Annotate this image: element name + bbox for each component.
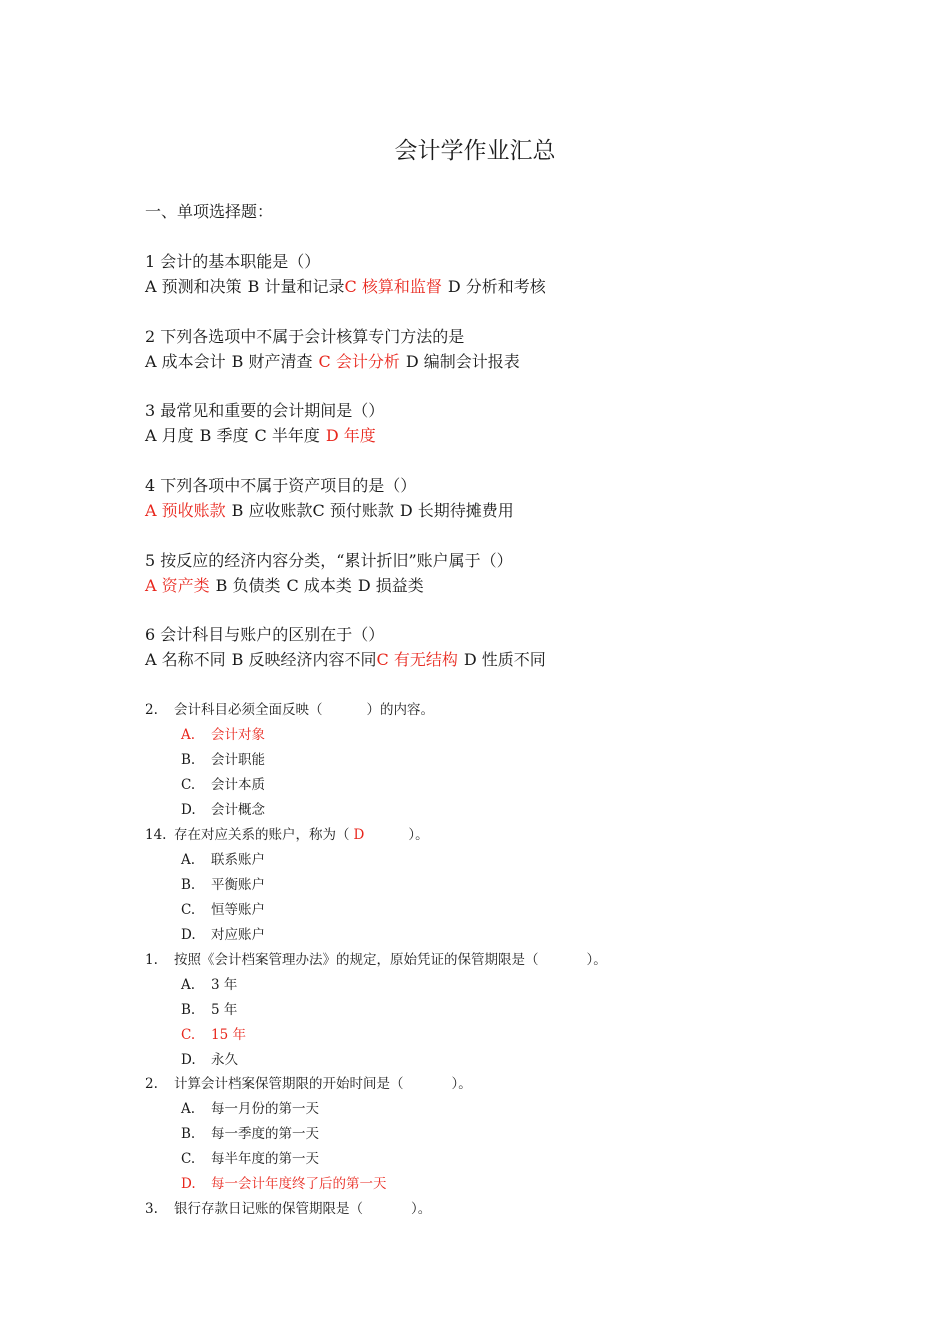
subquestion-stem-end: ）的内容。	[366, 702, 434, 718]
question-5-stem: 5 按反应的经济内容分类，“累计折旧”账户属于（）	[145, 551, 513, 570]
subquestion-1	[145, 699, 434, 721]
subquestion-2-option-d: D. 对应账户	[181, 927, 265, 943]
subquestion-stem-start: 会计科目必须全面反映（	[174, 702, 323, 718]
option-a: A 预测和决策	[145, 277, 242, 296]
subquestion-5	[145, 1198, 431, 1220]
option-d: D 编制会计报表	[405, 352, 520, 371]
subquestion-4-option-d-answer: D. 每一会计年度终了后的第一天	[181, 1176, 387, 1192]
option-d-answer: D 年度	[325, 426, 376, 445]
subquestion-4-option-a: A. 每一月份的第一天	[181, 1101, 319, 1117]
subquestion-stem-start: 按照《会计档案管理办法》的规定，原始凭证的保管期限是（	[174, 952, 539, 968]
option-c-answer: C 有无结构	[376, 650, 458, 669]
subquestion-stem-end: ）。	[451, 1076, 472, 1092]
option-d: D 分析和考核	[447, 277, 546, 296]
subquestion-number: 2.	[145, 702, 158, 718]
subquestion-stem-end: ）。	[411, 1201, 432, 1217]
option-b: B 计量和记录	[247, 277, 345, 296]
subquestion-number: 14.	[145, 827, 167, 843]
option-c: C 成本类	[286, 576, 352, 595]
subquestion-1-option-a-answer: A. 会计对象	[181, 727, 265, 743]
subquestion-stem-start: 存在对应关系的账户，称为（	[174, 827, 350, 843]
section-heading: 一、单项选择题：	[145, 202, 274, 221]
option-c: C 半年度	[254, 426, 320, 445]
subquestion-number: 1.	[145, 952, 158, 968]
subquestion-1-option-b: B. 会计职能	[181, 752, 265, 768]
option-c: C 预付账款	[312, 501, 394, 520]
page-title: 会计学作业汇总	[394, 138, 556, 164]
question-5-options	[145, 574, 424, 598]
option-a: A 名称不同	[145, 650, 226, 669]
question-4-options	[145, 499, 514, 523]
subquestion-1-option-d: D. 会计概念	[181, 802, 265, 818]
subquestion-stem-start: 计算会计档案保管期限的开始时间是（	[174, 1076, 404, 1092]
option-b: B 负债类	[215, 576, 281, 595]
question-1-options	[145, 275, 546, 299]
subquestion-answer: D	[353, 827, 365, 843]
subquestion-4-option-b: B. 每一季度的第一天	[181, 1126, 319, 1142]
subquestion-2-option-a: A. 联系账户	[181, 852, 265, 868]
question-4-stem: 4 下列各项中不属于资产项目的是（）	[145, 476, 417, 495]
subquestion-1-option-c: C. 会计本质	[181, 777, 265, 793]
option-a-answer: A 预收账款	[145, 501, 226, 520]
option-b: B 应收账款	[231, 501, 313, 520]
subquestion-2	[145, 824, 429, 846]
option-d: D 损益类	[357, 576, 424, 595]
subquestion-number: 3.	[145, 1201, 158, 1217]
question-3-stem: 3 最常见和重要的会计期间是（）	[145, 401, 385, 420]
subquestion-stem-end: ）。	[586, 952, 607, 968]
question-3-options	[145, 424, 376, 448]
subquestion-3-option-d: D. 永久	[181, 1052, 238, 1068]
subquestion-4	[145, 1073, 472, 1095]
option-d: D 性质不同	[463, 650, 546, 669]
question-6-stem: 6 会计科目与账户的区别在于（）	[145, 625, 385, 644]
option-a: A 成本会计	[145, 352, 226, 371]
subquestion-stem-start: 银行存款日记账的保管期限是（	[174, 1201, 363, 1217]
option-c-answer: C 核算和监督	[344, 277, 442, 296]
question-2-options	[145, 350, 520, 374]
subquestion-2-option-b: B. 平衡账户	[181, 877, 265, 893]
subquestion-3-option-c-answer: C. 15 年	[181, 1027, 246, 1043]
option-a-answer: A 资产类	[145, 576, 210, 595]
subquestion-3-option-a: A. 3 年	[181, 977, 238, 993]
subquestion-3	[145, 949, 607, 971]
subquestion-number: 2.	[145, 1076, 158, 1092]
question-2-stem: 2 下列各选项中不属于会计核算专门方法的是	[145, 327, 465, 346]
subquestion-3-option-b: B. 5 年	[181, 1002, 238, 1018]
option-b: B 反映经济内容不同	[231, 650, 377, 669]
subquestion-2-option-c: C. 恒等账户	[181, 902, 265, 918]
question-1-stem: 1 会计的基本职能是（）	[145, 252, 321, 271]
option-b: B 财产清查	[231, 352, 313, 371]
subquestion-stem-end: ）。	[408, 827, 429, 843]
option-b: B 季度	[199, 426, 249, 445]
option-d: D 长期待摊费用	[399, 501, 514, 520]
option-a: A 月度	[145, 426, 194, 445]
question-6-options	[145, 648, 546, 672]
subquestion-4-option-c: C. 每半年度的第一天	[181, 1151, 319, 1167]
option-c-answer: C 会计分析	[318, 352, 400, 371]
